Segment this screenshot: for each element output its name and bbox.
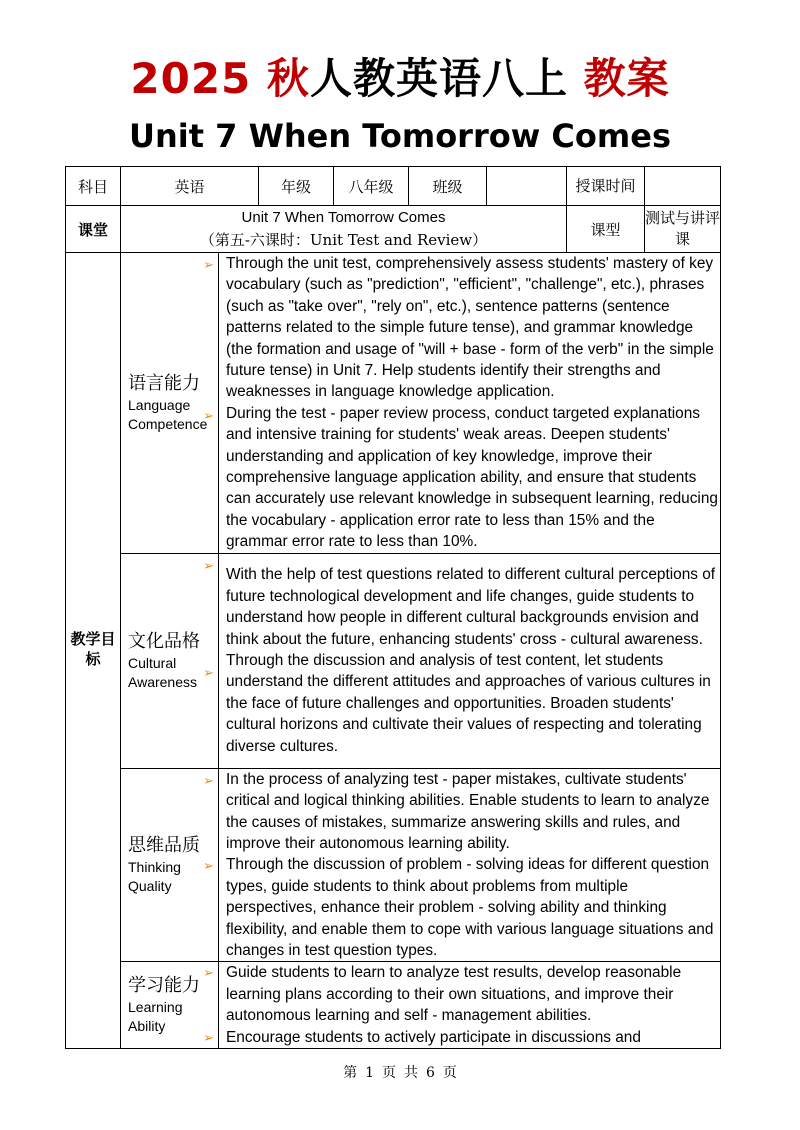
goal-dimension-thinking — [121, 768, 219, 962]
goal-paragraph: Through the unit test, comprehensively assess students' mastery of key vocabulary (such as "prediction", "efficient", "challenge", etc.), phrases (such as "take over", "rely on", etc.), sentence patterns (sentence patterns related to the simple future tense), and grammar knowledge (the formation and usage of "will + base - form of the verb" in the simple future tense) in Unit 7. Help students identify their strengths and weaknesses in language knowledge application. — [226, 255, 714, 401]
lesson-cell — [121, 206, 567, 253]
dimension-en: Learning Ability — [128, 999, 183, 1035]
document-title — [0, 54, 800, 104]
goal-paragraph: In the process of analyzing test - paper mistakes, cultivate students' critical and logical thinking abilities. Enable students to learn to analyze the causes of mistakes, summarize answering skills and rules, and improve their autonomous learning ability. — [226, 770, 710, 852]
footer-total-prefix: 共 — [404, 1065, 418, 1081]
lesson-row — [66, 206, 721, 253]
dimension-en: Thinking Quality — [128, 859, 181, 895]
goal-content-culture — [219, 553, 721, 768]
lesson-type-value: 测试与讲评课 — [645, 206, 721, 253]
goal-paragraph: During the test - paper review process, conduct targeted explanations and intensive training for students' weak areas. Deepen students' understanding and application of key knowledge, improve their comprehensive language application ability, and ensure that students can accurately use relevant knowledge in subsequent learning, reducing the vocabulary - application error rate to less than 15% and the grammar error rate to less than 10%. — [226, 404, 718, 551]
footer-prefix: 第 — [343, 1065, 358, 1081]
footer-mid: 页 — [382, 1065, 396, 1081]
dimension-zh: 学习能力 — [128, 975, 200, 997]
footer-page-number: 1 — [365, 1065, 374, 1081]
arrow-bullet-icon: ➢ — [203, 557, 214, 573]
class-label: 班级 — [409, 167, 487, 206]
page-footer — [0, 1062, 800, 1082]
arrow-bullet-icon: ➢ — [203, 772, 214, 788]
goal-row-language — [66, 253, 721, 554]
dimension-zh: 思维品质 — [128, 835, 200, 857]
goal-row-learning — [66, 962, 721, 1049]
class-value — [487, 167, 567, 206]
goal-paragraph: Through the discussion of problem - solving ideas for different question types, guide students to think about problems from multiple perspectives, enhance their problem - solving ability and thinking flexibility, and enable them to cope with various language situations and changes in test question types. — [226, 856, 714, 959]
lesson-plan-table — [65, 166, 721, 1049]
title-middle: 人教英语八上 — [309, 54, 568, 103]
unit-title: Unit 7 When Tomorrow Comes — [129, 117, 671, 155]
arrow-bullet-icon: ➢ — [203, 1030, 214, 1046]
arrow-bullet-icon: ➢ — [203, 664, 214, 680]
lesson-title: Unit 7 When Tomorrow Comes — [241, 209, 446, 226]
goal-paragraph: With the help of test questions related to different cultural perceptions of future technological development and life changes, guide students to understand how people in different cultural backgrounds envision and think about the future, enhancing students' cross - cultural awareness. — [226, 566, 716, 648]
title-year: 2025 — [130, 54, 252, 103]
goal-paragraph: Encourage students to actively participate in discussions and — [226, 1028, 641, 1046]
goal-dimension-language — [121, 253, 219, 554]
grade-value: 八年级 — [334, 167, 409, 206]
lesson-subtitle: （第五-六课时：Unit Test and Review） — [199, 231, 488, 249]
goal-dimension-learning — [121, 962, 219, 1049]
dimension-en: Cultural Awareness — [128, 654, 198, 690]
time-label: 授课时间 — [567, 167, 645, 206]
arrow-bullet-icon: ➢ — [203, 408, 214, 423]
title-end: 教案 — [583, 54, 670, 103]
arrow-bullet-icon: ➢ — [203, 965, 214, 981]
info-row — [66, 167, 721, 206]
footer-suffix: 页 — [442, 1065, 457, 1081]
subject-label: 科目 — [66, 167, 121, 206]
dimension-zh: 语言能力 — [128, 372, 200, 394]
goal-row-thinking — [66, 768, 721, 962]
goal-row-culture — [66, 553, 721, 768]
goal-content-learning — [219, 962, 721, 1049]
title-season: 秋 — [266, 54, 310, 103]
time-value — [645, 167, 721, 206]
arrow-bullet-icon: ➢ — [203, 857, 214, 873]
arrow-bullet-icon: ➢ — [203, 257, 214, 272]
grade-label: 年级 — [259, 167, 334, 206]
lesson-type-label: 课型 — [567, 206, 645, 253]
goal-content-thinking — [219, 768, 721, 962]
dimension-zh: 文化品格 — [128, 630, 200, 652]
subject-value: 英语 — [121, 167, 259, 206]
goal-dimension-culture — [121, 553, 219, 768]
goal-content-language — [219, 253, 721, 554]
teaching-goals-label: 教学目标 — [66, 253, 121, 1049]
goal-paragraph: Through the discussion and analysis of test content, let students understand the different attitudes and approaches of various cultures in the face of future challenges and opportunities. Broaden students' cultural horizons and cultivate their values of respecting and tolerating diverse cultures. — [226, 651, 711, 755]
dimension-en: Language Competence — [128, 396, 208, 432]
goal-paragraph: Guide students to learn to analyze test results, develop reasonable learning plans according to their own situations, and improve their autonomous learning and self - management abilities. — [226, 964, 682, 1025]
lesson-label: 课堂 — [66, 206, 121, 253]
footer-total-pages: 6 — [426, 1065, 435, 1081]
